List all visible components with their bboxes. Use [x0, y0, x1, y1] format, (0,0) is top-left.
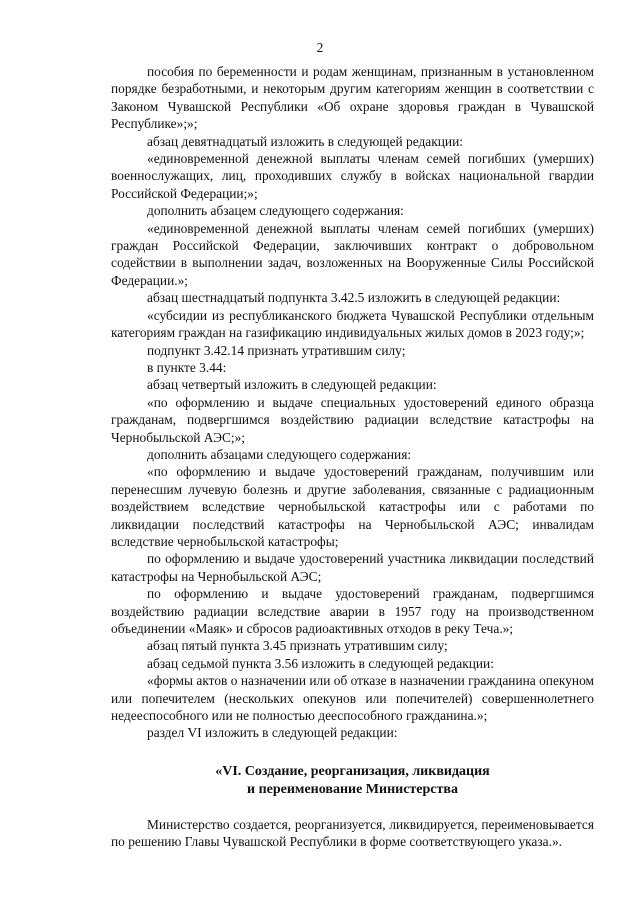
section-heading-line-1: «VI. Создание, реорганизация, ликвидация [215, 763, 490, 779]
paragraph: по оформлению и выдаче удостоверений участника ликвидации последствий катастрофы на Чернобыльской АЭС; [111, 551, 594, 584]
document-body [111, 63, 594, 851]
paragraph: «единовременной денежной выплаты членам семей погибших (умерших) военнослужащих, лиц, проходивших службу в войсках национальной гвардии Российской Федерации;»; [111, 151, 594, 201]
paragraph: абзац шестнадцатый подпункта 3.42.5 изложить в следующей редакции: [147, 290, 561, 306]
final-paragraph: Министерство создается, реорганизуется, ликвидируется, переименовывается по решению Главы Чувашской Республики в форме соответствующего указа.». [111, 816, 594, 850]
paragraph: абзац седьмой пункта 3.56 изложить в следующей редакции: [147, 655, 494, 671]
paragraph: «субсидии из республиканского бюджета Чувашской Республики отдельным категориям граждан на газификацию индивидуальных жилых домов в 2023 году;»; [111, 307, 594, 341]
paragraph: абзац пятый пункта 3.45 признать утратившим силу; [147, 638, 448, 654]
paragraph: абзац девятнадцатый изложить в следующей редакции: [147, 133, 463, 149]
paragraph: пособия по беременности и родам женщинам, признанным в установленном порядке безработными, и некоторым другим категориям женщин в соответствии с Законом Чувашской Республики «Об охране здоровья граждан в Чувашской Республике»;»; [111, 64, 594, 132]
paragraph: «по оформлению и выдаче удостоверений гражданам, получившим или перенесшим лучевую болезнь и другие заболевания, связанные с радиационным воздействием вследствие чернобыльской катастрофы или с работами по ликвидации последствий катастрофы на Чернобыльской АЭС; инвалидам вследствие чернобыльской катастрофы; [111, 464, 594, 549]
paragraph: раздел VI изложить в следующей редакции: [147, 725, 398, 741]
section-heading-line-2: и переименование Министерства [247, 781, 458, 797]
page-number: 2 [316, 40, 324, 55]
section-heading [111, 763, 594, 799]
paragraph: абзац четвертый изложить в следующей редакции: [147, 377, 437, 393]
paragraph: по оформлению и выдаче удостоверений гражданам, подвергшимся воздействию радиации вследствие аварии в 1957 году на производственном объединении «Маяк» и сбросов радиоактивных отходов в реку Теча.»; [111, 586, 594, 636]
paragraph: «по оформлению и выдаче специальных удостоверений единого образца гражданам, подвергшимся воздействию радиации вследствие катастрофы на Чернобыльской АЭС;»; [111, 394, 594, 445]
paragraph: «формы актов о назначении или об отказе в назначении гражданина опекуном или попечителем (нескольких опекунов или попечителей) совершеннолетнего недееспособного или не полностью дееспособного гражданина.»; [111, 673, 594, 724]
paragraph: дополнить абзацем следующего содержания: [147, 203, 404, 219]
paragraph: в пункте 3.44: [147, 359, 227, 375]
paragraph: подпункт 3.42.14 признать утратившим силу; [147, 342, 406, 358]
paragraph: «единовременной денежной выплаты членам семей погибших (умерших) граждан Российской Федерации, заключивших контракт о добровольном содействии в выполнении задач, возложенных на Вооруженные Силы Российской Федерации.»; [111, 220, 594, 288]
paragraph: дополнить абзацами следующего содержания: [147, 446, 412, 462]
